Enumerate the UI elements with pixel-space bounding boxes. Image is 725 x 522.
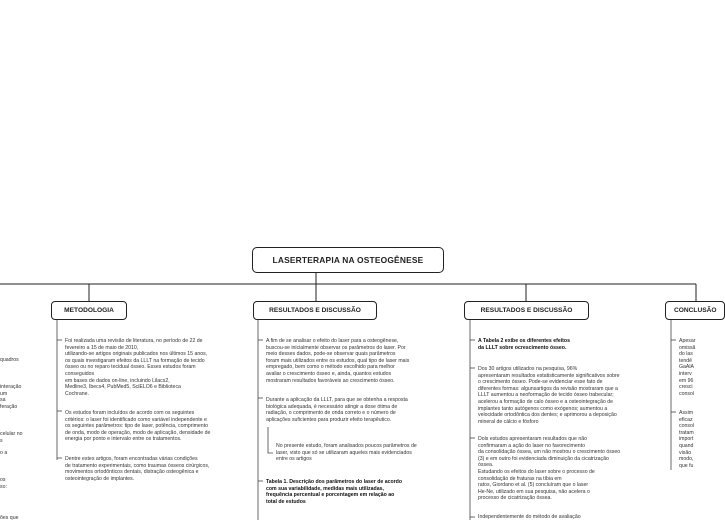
branch-metodologia[interactable]: METODOLOGIA [51,301,127,320]
root-node[interactable]: LASERTERAPIA NA OSTEOGÊNESE [252,247,444,273]
left-fragment-3: celular no s [0,431,23,444]
left-fragment-5: os so: [0,477,7,490]
resultados1-table-caption[interactable]: Tabela 1. Descrição dos parâmetros do laser de acordo com sua variabilidade, medidas mais utilizadas, frequência percentual e porcentagem em relação ao total de estudos [266,479,402,505]
left-fragment-1: quadros [0,357,19,363]
root-connector [0,273,696,284]
resultados1-item-2[interactable]: Durante a aplicação da LLLT, para que se obtenha a resposta biológica adequada, é necessário atingir a dose ótima de radiação, o comprimento de onda correto e o número de aplicações suficientes para produzir efeito terapêutico. [266,397,408,423]
conclusao-item-2[interactable]: Assim eficaz consol tratam import quand visão modo, que fu [679,410,694,469]
resultados2-item-3[interactable]: Dois estudos apresentaram resultados que não confirmaram a ação do laser no favorecimento da consolidação óssea, um não mostrou o crescimento ósseo (3) e em outro foi evidenciada diminuição da cicatrização óssea. Estudando os efeitos do laser sobre o processo de consolidação de fraturas na tíbia em ratos, Giordano et al. (5) concluíram que o laser He-Ne, utilizado em sua pesquisa, não acelera o processo de cicatrização óssea. [478,436,621,502]
metodologia-item-1[interactable]: Foi realizada uma revisão de literatura, no período de 22 de fevereiro a 15 de maio de 2010, utilizando-se artigos originais publicados nos últimos 15 anos, os quais investigaram efeitos da LLLT na formação de tecido ósseo ou no reparo tecidual ósseo. Esses estudos foram conseguidos em bases de dados on-line, incluindo Lilacs2, Medline3, Ibecs4, PubMed5, SciELO6 e Biblioteca Cochrane. [65,338,208,397]
resultados1-sub-spine [268,427,273,453]
left-fragment-2: interação um sa feração [0,384,22,410]
resultados2-item-1[interactable]: A Tabela 2 exibe os diferentes efeitos da LLLT sobre ocrescimento ósseo. [478,338,570,351]
resultados2-item-4[interactable]: Independentemente do método de avaliação [478,514,581,520]
resultados2-item-2[interactable]: Dos 30 artigos utilizados na pesquisa, 96% apresentaram resultados estatisticamente significativos sobre o crescimento ósseo. Pode-se evidenciar esse fato de diferentes formas: algunsartigos da revisão mostraram que a LLLT aumentou a neoformação de tecido ósseo trabecular; acelerou a formação de calo ósseo e a osteointegração de implantes tanto autógenos como exógenos; aumentou a velocidade ortodôntica dos dentes; e aprimorou a deposição mineral de cálcio e fósforo [478,366,620,425]
metodologia-item-2[interactable]: Os estudos foram incluídos de acordo com os seguintes critérios: o laser foi identificado como variável independente e os seguintes parâmetros: tipo de laser, potência, comprimento de onda, modo de operação, modo de aplicação, densidade de energia por ponto e intervalo entre os tratamentos. [65,410,211,443]
resultados1-item-3[interactable]: No presente estudo, foram analisados poucos parâmetros de laser, visto que só se utilizaram aqueles mais evidenciados entre os artigos [276,443,417,463]
branch-conclusao[interactable]: CONCLUSÃO [665,301,725,320]
branch-resultados-1[interactable]: RESULTADOS E DISCUSSÃO [253,301,377,320]
branch-resultados-2[interactable]: RESULTADOS E DISCUSSÃO [464,301,589,320]
left-fragment-6: ões que [0,515,19,521]
conclusao-item-1[interactable]: Apesar omissã do las tendê GaAlA interv em 96 cresci consol [679,338,696,397]
resultados1-item-1[interactable]: A fim de se analisar o efeito do laser para a osteogênese, buscou-se inicialmente observar os parâmetros do laser. Por meio desses dados, pode-se observar quais parâmetros foram mais utilizados entre os estudos, qual tipo de laser mais empregado, bem como o método escolhido para melhor avaliar o crescimento ósseo e, ainda, quantos estudos mostraram resultados favoráveis ao crescimento ósseo. [266,338,410,384]
metodologia-item-3[interactable]: Dentre estes artigos, foram encontradas várias condições de tratamento experimentais, como traumas ósseos cirúrgicos, movimentos ortodônticos dentais, distração osteogênica e osteointegração de implantes. [65,456,210,482]
left-fragment-4: o a [0,450,8,456]
